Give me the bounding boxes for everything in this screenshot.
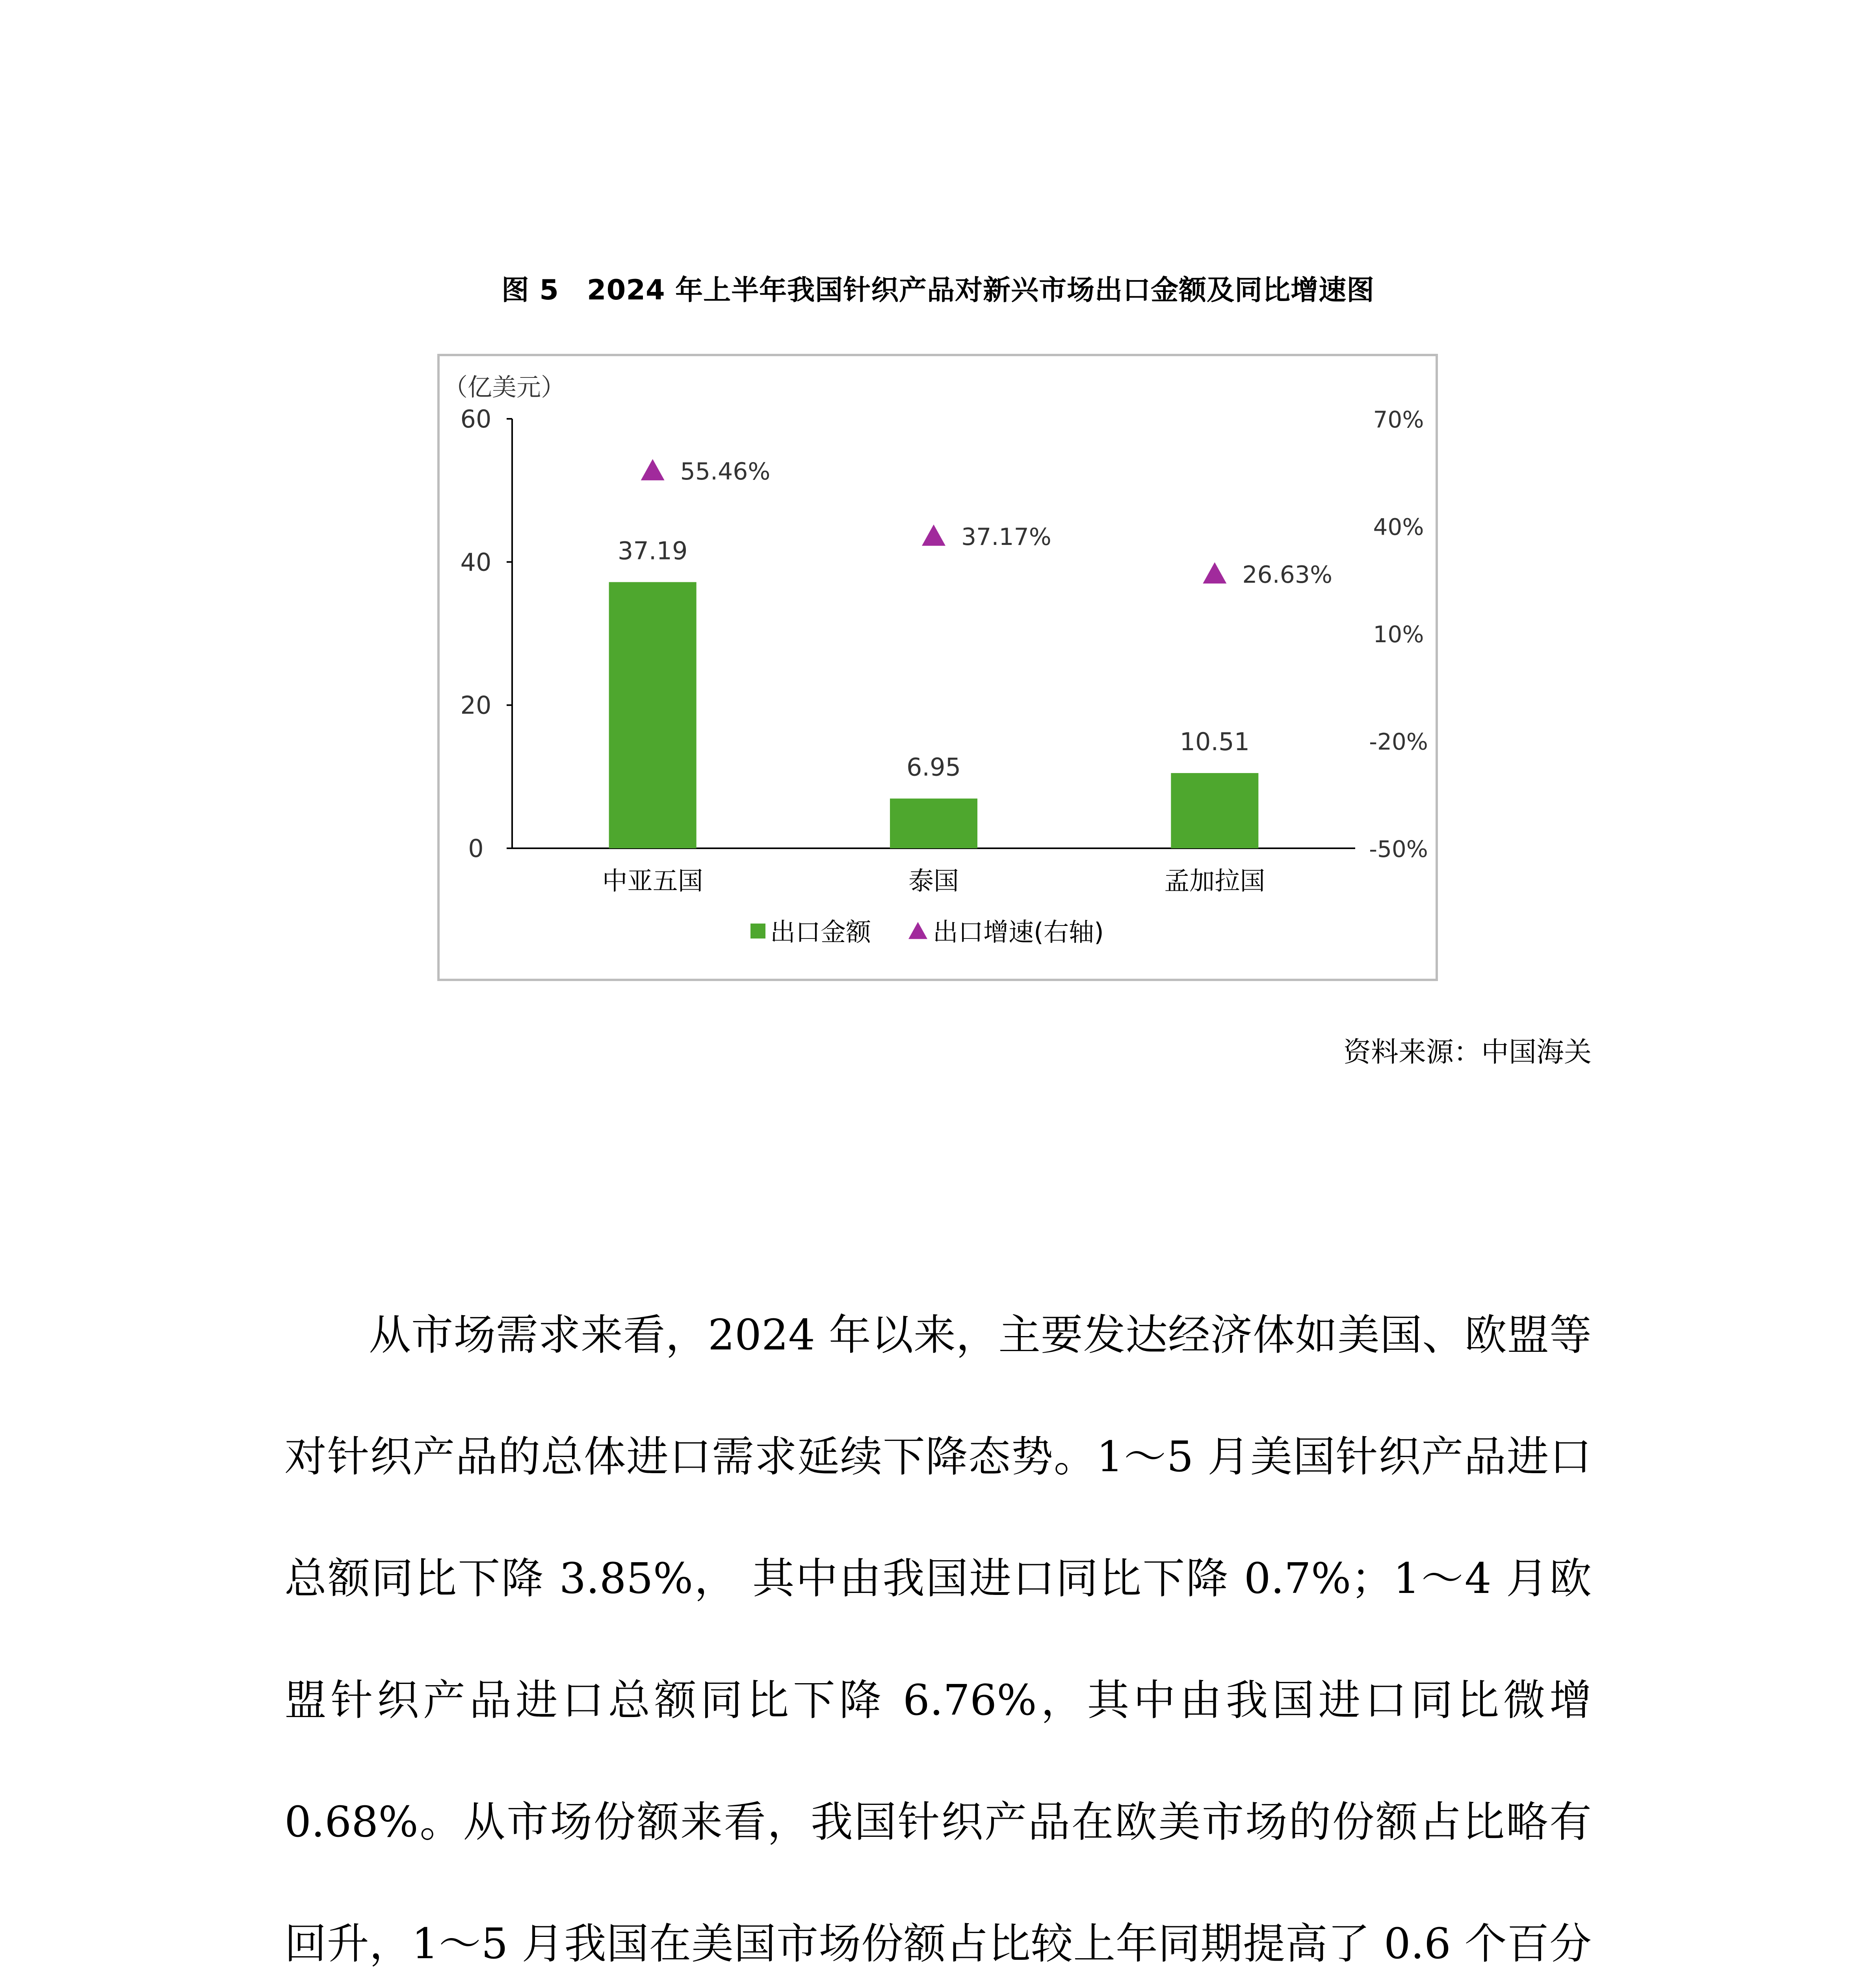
left-tick-label: 0: [468, 834, 484, 863]
legend: [750, 918, 1104, 947]
bar-series: [609, 536, 1259, 848]
body-paragraph: 从市场需求来看，2024 年以来，主要发达经济体如美国、欧盟等对针织产品的总体进口需求延续下降态势。1～5 月美国针织产品进口总额同比下降 3.85%， 其中由我国进口同比下降 0.7%；1～4 月欧盟针织产品进口总额同比下降 6.76%，其中由我国进口同比微增 0.68%。从市场份额来看，我国针织产品在欧美市场的份额占比略有回升，1～5 月我国在美国市场份额占比较上年同期提高了 0.6 个百分: [284, 1311, 1592, 1968]
left-tick-label: 20: [460, 691, 492, 720]
bar: [1171, 773, 1258, 848]
category-label: 孟加拉国: [1164, 867, 1265, 896]
growth-series: [641, 458, 1332, 589]
right-tick-label: 40%: [1373, 513, 1424, 541]
legend-bar-swatch: [750, 924, 765, 939]
growth-marker: [1203, 562, 1226, 584]
bar-data-label: 10.51: [1179, 727, 1250, 756]
legend-marker-label: 出口增速(右轴): [933, 918, 1104, 947]
export-chart: [437, 354, 1438, 981]
legend-bar-label: 出口金额: [770, 918, 871, 947]
right-axis: [1369, 406, 1428, 862]
right-tick-label: -20%: [1369, 728, 1428, 755]
growth-marker: [922, 524, 945, 546]
category-label: 泰国: [908, 867, 959, 896]
growth-data-label: 26.63%: [1242, 561, 1333, 589]
right-tick-label: -50%: [1369, 836, 1428, 862]
category-label: 中亚五国: [602, 867, 703, 896]
left-tick-label: 40: [460, 548, 492, 577]
right-tick-label: 10%: [1373, 621, 1424, 648]
bar: [890, 799, 977, 848]
growth-data-label: 55.46%: [680, 458, 771, 486]
left-tick-label: 60: [460, 405, 492, 433]
bar-data-label: 37.19: [617, 536, 688, 565]
source-note: 资料来源：中国海关: [1343, 1036, 1592, 1068]
figure-title: 图 5 2024 年上半年我国针织产品对新兴市场出口金额及同比增速图: [501, 274, 1375, 306]
growth-marker: [641, 459, 665, 480]
bar: [609, 582, 697, 848]
y-axis-unit: （亿美元）: [443, 373, 566, 401]
bar-data-label: 6.95: [906, 753, 961, 782]
growth-data-label: 37.17%: [961, 523, 1051, 551]
legend-marker-swatch: [908, 922, 927, 939]
category-labels: [602, 867, 1265, 896]
right-tick-label: 70%: [1373, 406, 1424, 433]
